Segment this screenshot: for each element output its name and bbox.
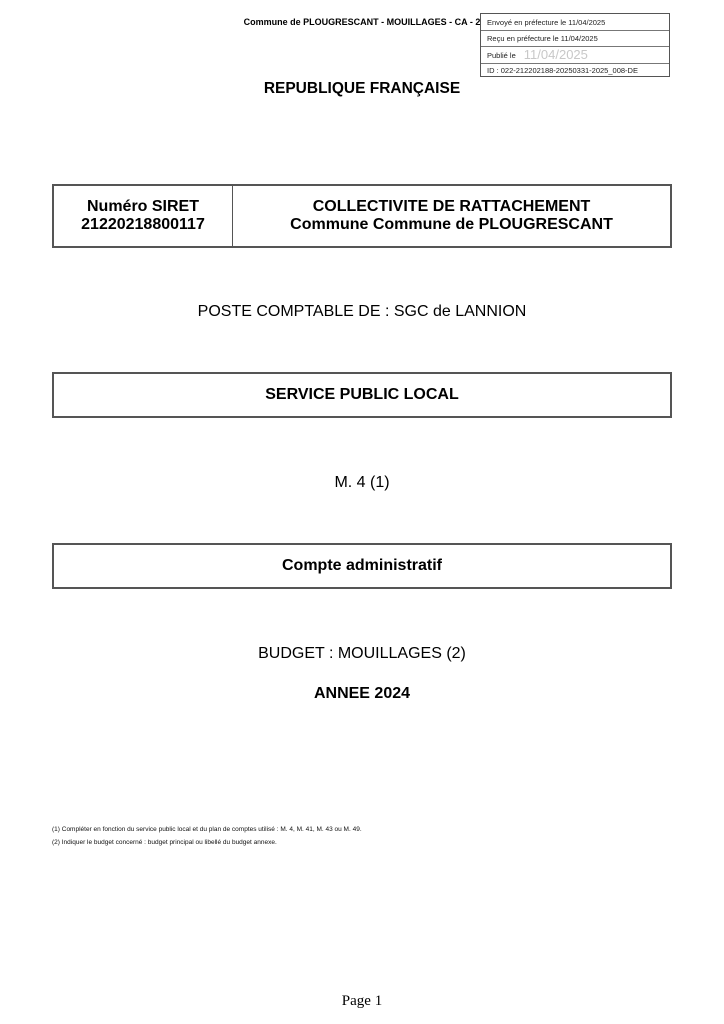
poste-comptable: POSTE COMPTABLE DE : SGC de LANNION xyxy=(197,303,527,320)
stamp-sent-line: Envoyé en préfecture le 11/04/2025 xyxy=(487,18,606,27)
collectivite-cell xyxy=(233,186,670,246)
budget-line: BUDGET : MOUILLAGES (2) xyxy=(258,645,466,662)
document-header-title: Commune de PLOUGRESCANT - MOUILLAGES - CA - 2 xyxy=(243,17,481,27)
service-public-label: SERVICE PUBLIC LOCAL xyxy=(265,386,459,403)
footnote-2: (2) Indiquer le budget concerné : budget principal ou libellé du budget annexe. xyxy=(52,839,277,846)
siret-number: 21220218800117 xyxy=(81,216,205,233)
page-number: Page 1 xyxy=(341,993,383,1009)
siret-cell xyxy=(54,186,233,246)
collectivite-label: COLLECTIVITE DE RATTACHEMENT xyxy=(312,198,591,215)
stamp-id-line: ID : 022-212202188-20250331-2025_008-DE xyxy=(487,66,638,75)
stamp-published-label: Publié le xyxy=(487,51,516,60)
document-type-box xyxy=(52,543,672,589)
republic-heading: REPUBLIQUE FRANÇAISE xyxy=(263,80,461,97)
service-public-box xyxy=(52,372,672,418)
siret-collectivite-table xyxy=(52,184,672,248)
stamp-published-date: 11/04/2025 xyxy=(523,47,588,62)
collectivite-name: Commune Commune de PLOUGRESCANT xyxy=(290,216,613,233)
prefecture-stamp xyxy=(480,13,670,77)
stamp-received-line: Reçu en préfecture le 11/04/2025 xyxy=(487,34,598,43)
document-type-label: Compte administratif xyxy=(281,557,442,574)
footnote-1: (1) Compléter en fonction du service public local et du plan de comptes utilisé : M. 4, M. 41, M. 43 ou M. 49. xyxy=(52,826,362,833)
siret-label: Numéro SIRET xyxy=(86,198,199,215)
stamp-published-line xyxy=(487,47,588,62)
nomenclature: M. 4 (1) xyxy=(334,474,390,491)
annee-line: ANNEE 2024 xyxy=(313,685,411,702)
